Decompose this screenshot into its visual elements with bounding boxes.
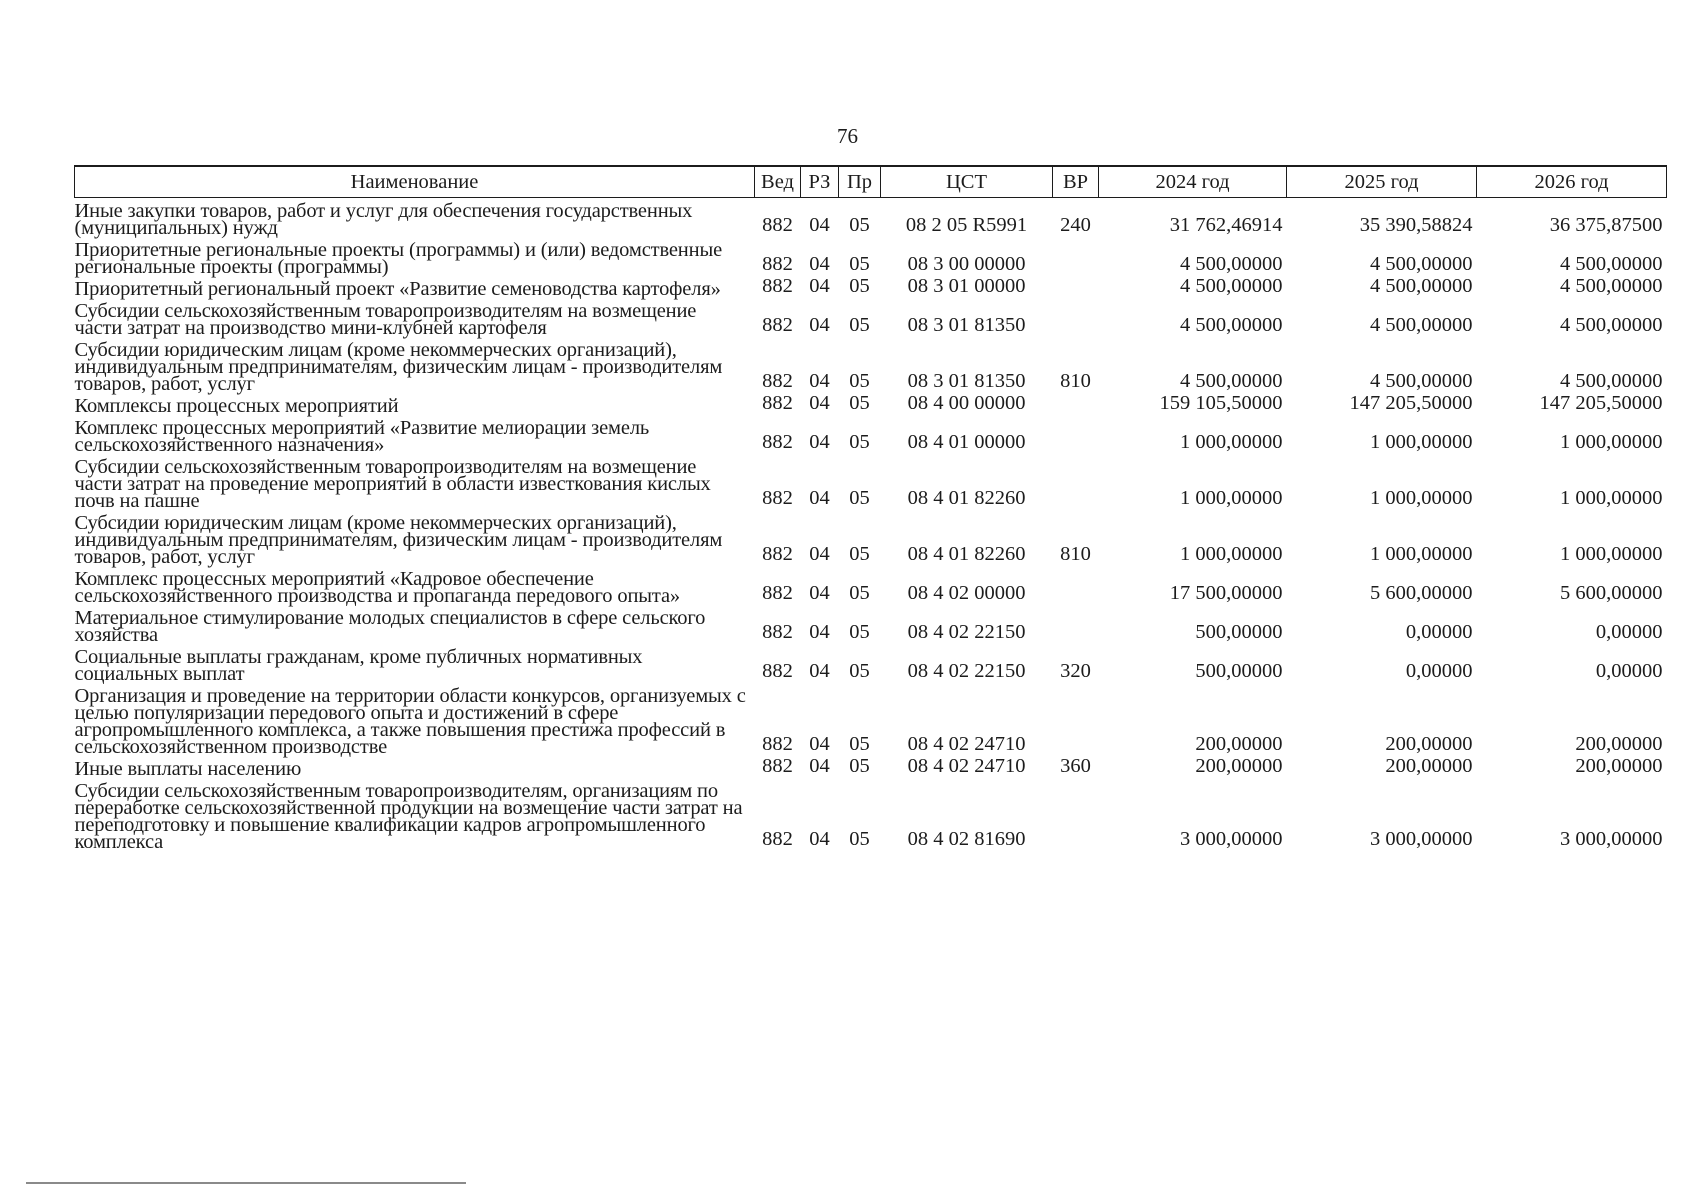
row-name: Иные закупки товаров, работ и услуг для обеспечения государственных (муниципальных) нужд xyxy=(74,200,693,239)
row-name: Приоритетный региональный проект «Развитие семеноводства картофеля» xyxy=(74,278,721,300)
row-2025: 4 500,00000 xyxy=(1370,275,1473,297)
row-2024: 4 500,00000 xyxy=(1180,275,1283,297)
row-2024: 4 500,00000 xyxy=(1180,314,1283,336)
row-2024: 200,00000 xyxy=(1195,755,1283,777)
row-rz: 04 xyxy=(809,431,830,453)
row-2025: 4 500,00000 xyxy=(1370,370,1473,392)
row-2026: 200,00000 xyxy=(1575,755,1663,777)
row-pr: 05 xyxy=(849,543,870,565)
row-2024: 17 500,00000 xyxy=(1169,582,1283,604)
row-name: Комплекс процессных мероприятий «Развитие мелиорации земель сельскохозяйственного назначения» xyxy=(74,417,650,456)
budget-table-container xyxy=(74,165,1666,851)
row-2025: 4 500,00000 xyxy=(1370,253,1473,275)
row-name: Субсидии сельскохозяйственным товаропроизводителям, организациям по переработке сельскохозяйственной продукции на возмещение части затрат на переподготовку и повышение квалификации кадров агропромышленного комплекса xyxy=(74,780,743,853)
row-2024: 500,00000 xyxy=(1195,621,1283,643)
row-pr: 05 xyxy=(849,214,870,236)
row-2025: 1 000,00000 xyxy=(1370,487,1473,509)
row-2026: 4 500,00000 xyxy=(1560,370,1663,392)
table-row xyxy=(75,237,1667,276)
row-name: Приоритетные региональные проекты (программы) и (или) ведомственные региональные проекты (программы) xyxy=(74,239,723,278)
row-2024: 500,00000 xyxy=(1195,660,1283,682)
table-row xyxy=(75,298,1667,337)
row-ved: 882 xyxy=(762,621,793,643)
row-2024: 159 105,50000 xyxy=(1159,392,1283,414)
row-name: Субсидии сельскохозяйственным товаропроизводителям на возмещение части затрат на производство мини-клубней картофеля xyxy=(74,300,697,339)
row-pr: 05 xyxy=(849,392,870,414)
row-rz: 04 xyxy=(809,370,830,392)
row-2026: 147 205,50000 xyxy=(1539,392,1663,414)
row-cst: 08 3 01 81350 xyxy=(907,370,1026,392)
row-name: Социальные выплаты гражданам, кроме публичных нормативных социальных выплат xyxy=(74,646,643,685)
table-row xyxy=(75,276,1667,298)
row-cst: 08 4 02 00000 xyxy=(907,582,1026,604)
row-ved: 882 xyxy=(762,582,793,604)
row-2026: 1 000,00000 xyxy=(1560,431,1663,453)
header-vr: ВР xyxy=(1053,166,1099,198)
row-2025: 4 500,00000 xyxy=(1370,314,1473,336)
row-pr: 05 xyxy=(849,755,870,777)
row-pr: 05 xyxy=(849,253,870,275)
header-2025: 2025 год xyxy=(1287,166,1477,198)
table-row xyxy=(75,566,1667,605)
table-row xyxy=(75,510,1667,566)
row-2025: 1 000,00000 xyxy=(1370,431,1473,453)
row-2024: 1 000,00000 xyxy=(1180,543,1283,565)
row-cst: 08 4 02 24710 xyxy=(907,733,1026,755)
row-rz: 04 xyxy=(809,828,830,850)
row-ved: 882 xyxy=(762,755,793,777)
row-cst: 08 3 00 00000 xyxy=(907,253,1026,275)
row-2026: 0,00000 xyxy=(1595,660,1663,682)
row-vr xyxy=(1053,393,1099,415)
row-pr: 05 xyxy=(849,275,870,297)
row-ved: 882 xyxy=(762,214,793,236)
row-cst: 08 4 01 00000 xyxy=(907,431,1026,453)
row-2026: 36 375,87500 xyxy=(1549,214,1663,236)
row-2025: 147 205,50000 xyxy=(1349,392,1473,414)
header-row xyxy=(75,166,1667,198)
row-2024: 4 500,00000 xyxy=(1180,370,1283,392)
row-cst: 08 3 01 00000 xyxy=(907,275,1026,297)
row-ved: 882 xyxy=(762,431,793,453)
table-row xyxy=(75,415,1667,454)
row-vr xyxy=(1053,298,1099,337)
row-pr: 05 xyxy=(849,487,870,509)
row-cst: 08 4 01 82260 xyxy=(907,487,1026,509)
row-name: Организация и проведение на территории области конкурсов, организуемых с целью популяризации передового опыта и достижений в сфере агропромышленного комплекса, а также повышения престижа профессий в сельскохозяйственном производстве xyxy=(74,685,746,758)
row-vr: 810 xyxy=(1060,543,1091,565)
row-name: Иные выплаты населению xyxy=(74,758,302,780)
row-vr xyxy=(1053,605,1099,644)
row-2024: 200,00000 xyxy=(1195,733,1283,755)
row-pr: 05 xyxy=(849,314,870,336)
row-pr: 05 xyxy=(849,733,870,755)
row-2024: 1 000,00000 xyxy=(1180,487,1283,509)
row-cst: 08 4 01 82260 xyxy=(907,543,1026,565)
row-cst: 08 4 00 00000 xyxy=(907,392,1026,414)
row-2024: 4 500,00000 xyxy=(1180,253,1283,275)
row-rz: 04 xyxy=(809,621,830,643)
table-header xyxy=(75,166,1667,198)
row-2026: 0,00000 xyxy=(1595,621,1663,643)
row-vr xyxy=(1053,683,1099,756)
row-name: Комплекс процессных мероприятий «Кадровое обеспечение сельскохозяйственного производства и пропаганда передового опыта» xyxy=(74,568,681,607)
row-vr xyxy=(1053,237,1099,276)
row-rz: 04 xyxy=(809,253,830,275)
page-number: 76 xyxy=(837,124,858,148)
row-2025: 5 600,00000 xyxy=(1370,582,1473,604)
table-row xyxy=(75,454,1667,510)
row-ved: 882 xyxy=(762,487,793,509)
header-rz: РЗ xyxy=(801,166,839,198)
row-name: Субсидии юридическим лицам (кроме некоммерческих организаций), индивидуальным предпринимателям, физическим лицам - производителям товаров, работ, услуг xyxy=(74,339,723,395)
row-2025: 1 000,00000 xyxy=(1370,543,1473,565)
row-rz: 04 xyxy=(809,543,830,565)
row-2026: 3 000,00000 xyxy=(1560,828,1663,850)
row-cst: 08 4 02 22150 xyxy=(907,660,1026,682)
row-2024: 1 000,00000 xyxy=(1180,431,1283,453)
header-pr: Пр xyxy=(839,166,881,198)
row-pr: 05 xyxy=(849,621,870,643)
row-vr xyxy=(1053,276,1099,298)
row-cst: 08 4 02 22150 xyxy=(907,621,1026,643)
table-row xyxy=(75,198,1667,238)
row-2026: 4 500,00000 xyxy=(1560,253,1663,275)
row-vr xyxy=(1053,566,1099,605)
table-row xyxy=(75,756,1667,778)
row-rz: 04 xyxy=(809,660,830,682)
budget-table xyxy=(74,165,1667,851)
row-2026: 1 000,00000 xyxy=(1560,543,1663,565)
row-ved: 882 xyxy=(762,253,793,275)
row-vr xyxy=(1053,454,1099,510)
row-2025: 200,00000 xyxy=(1385,755,1473,777)
row-ved: 882 xyxy=(762,370,793,392)
header-name: Наименование xyxy=(75,166,755,198)
row-rz: 04 xyxy=(809,314,830,336)
header-2024: 2024 год xyxy=(1099,166,1287,198)
table-row xyxy=(75,778,1667,851)
row-rz: 04 xyxy=(809,582,830,604)
header-2026: 2026 год xyxy=(1477,166,1667,198)
row-ved: 882 xyxy=(762,660,793,682)
row-vr xyxy=(1053,415,1099,454)
row-ved: 882 xyxy=(762,733,793,755)
row-2024: 31 762,46914 xyxy=(1169,214,1283,236)
row-rz: 04 xyxy=(809,214,830,236)
row-rz: 04 xyxy=(809,755,830,777)
row-2025: 0,00000 xyxy=(1405,660,1473,682)
row-vr xyxy=(1053,778,1099,851)
row-cst: 08 4 02 24710 xyxy=(907,755,1026,777)
row-ved: 882 xyxy=(762,543,793,565)
row-rz: 04 xyxy=(809,487,830,509)
row-vr: 810 xyxy=(1060,370,1091,392)
table-row xyxy=(75,337,1667,393)
table-row xyxy=(75,644,1667,683)
row-2025: 3 000,00000 xyxy=(1370,828,1473,850)
row-vr: 360 xyxy=(1060,755,1091,777)
row-2026: 5 600,00000 xyxy=(1560,582,1663,604)
row-pr: 05 xyxy=(849,582,870,604)
row-2026: 200,00000 xyxy=(1575,733,1663,755)
row-ved: 882 xyxy=(762,314,793,336)
row-ved: 882 xyxy=(762,828,793,850)
scan-edge-line xyxy=(26,1182,466,1184)
table-row xyxy=(75,605,1667,644)
row-2025: 0,00000 xyxy=(1405,621,1473,643)
row-pr: 05 xyxy=(849,370,870,392)
row-vr: 320 xyxy=(1060,660,1091,682)
row-ved: 882 xyxy=(762,275,793,297)
row-pr: 05 xyxy=(849,828,870,850)
row-name: Комплексы процессных мероприятий xyxy=(74,395,399,417)
row-pr: 05 xyxy=(849,431,870,453)
row-2026: 1 000,00000 xyxy=(1560,487,1663,509)
table-body xyxy=(75,198,1667,852)
row-rz: 04 xyxy=(809,275,830,297)
row-2026: 4 500,00000 xyxy=(1560,314,1663,336)
row-2026: 4 500,00000 xyxy=(1560,275,1663,297)
row-2025: 200,00000 xyxy=(1385,733,1473,755)
row-2024: 3 000,00000 xyxy=(1180,828,1283,850)
row-name: Субсидии юридическим лицам (кроме некоммерческих организаций), индивидуальным предпринимателям, физическим лицам - производителям товаров, работ, услуг xyxy=(74,512,723,568)
row-name: Субсидии сельскохозяйственным товаропроизводителям на возмещение части затрат на проведение мероприятий в области известкования кислых почв на пашне xyxy=(74,456,711,512)
row-rz: 04 xyxy=(809,733,830,755)
table-row xyxy=(75,683,1667,756)
row-ved: 882 xyxy=(762,392,793,414)
row-rz: 04 xyxy=(809,392,830,414)
row-vr: 240 xyxy=(1060,214,1091,236)
row-cst: 08 2 05 R5991 xyxy=(905,214,1028,236)
header-cst: ЦСТ xyxy=(881,166,1053,198)
row-cst: 08 4 02 81690 xyxy=(907,828,1026,850)
row-name: Материальное стимулирование молодых специалистов в сфере сельского хозяйства xyxy=(74,607,706,646)
row-pr: 05 xyxy=(849,660,870,682)
table-row xyxy=(75,393,1667,415)
row-cst: 08 3 01 81350 xyxy=(907,314,1026,336)
row-2025: 35 390,58824 xyxy=(1359,214,1473,236)
header-ved: Вед xyxy=(755,166,801,198)
